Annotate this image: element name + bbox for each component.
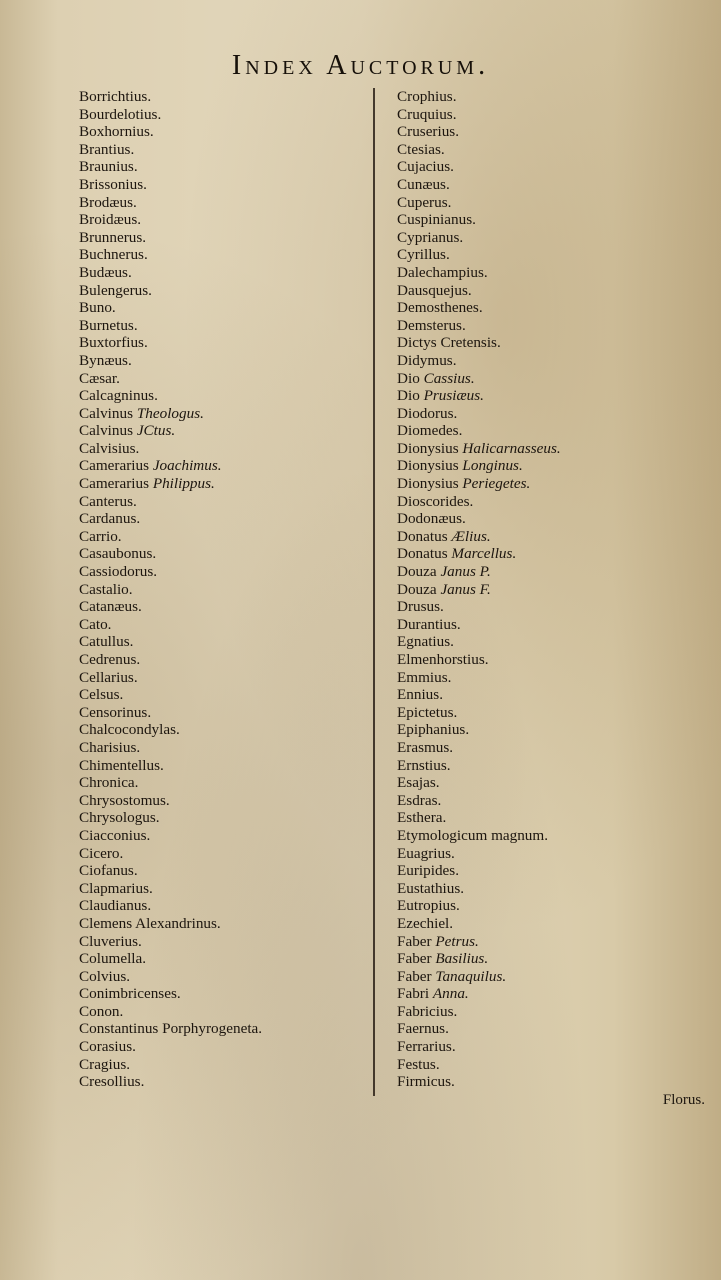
author-name: Burnetus. bbox=[79, 316, 138, 334]
author-name: Budæus. bbox=[79, 263, 132, 281]
index-entry bbox=[397, 563, 707, 581]
index-entry bbox=[79, 616, 369, 634]
author-name: Calvinus bbox=[79, 422, 134, 440]
author-name: Euripides. bbox=[397, 862, 460, 880]
index-entry bbox=[79, 1020, 369, 1038]
author-name: Eutropius. bbox=[397, 897, 460, 915]
index-entry bbox=[79, 352, 369, 370]
author-qualifier: Prusiæus. bbox=[423, 387, 484, 405]
index-entry bbox=[397, 370, 707, 388]
index-entry bbox=[397, 633, 707, 651]
author-qualifier: JCtus. bbox=[136, 422, 176, 440]
index-entry bbox=[397, 88, 707, 106]
author-name: Columella. bbox=[79, 950, 147, 968]
author-name: Calcagninus. bbox=[79, 387, 158, 405]
index-entry bbox=[79, 282, 369, 300]
author-name: Cunæus. bbox=[397, 175, 450, 193]
author-name: Epictetus. bbox=[397, 703, 458, 721]
index-entry bbox=[79, 704, 369, 722]
author-name: Dioscorides. bbox=[397, 492, 474, 510]
index-entry bbox=[397, 862, 707, 880]
author-name: Bourdelotius. bbox=[79, 105, 162, 123]
index-entry bbox=[397, 475, 707, 493]
index-entry bbox=[79, 686, 369, 704]
author-name: Faber bbox=[397, 932, 432, 950]
author-name: Dio bbox=[397, 387, 420, 405]
index-entry bbox=[397, 545, 707, 563]
author-qualifier: Halicarnasseus. bbox=[462, 439, 561, 457]
author-name: Fabri bbox=[397, 985, 430, 1003]
index-entry bbox=[397, 598, 707, 616]
index-entry bbox=[79, 493, 369, 511]
index-entry bbox=[397, 757, 707, 775]
index-entry bbox=[397, 651, 707, 669]
author-name: Esdras. bbox=[397, 791, 442, 809]
index-entry bbox=[397, 405, 707, 423]
index-entry bbox=[79, 651, 369, 669]
index-entry bbox=[397, 493, 707, 511]
author-name: Esajas. bbox=[397, 774, 440, 792]
author-qualifier: Joachimus. bbox=[152, 457, 222, 475]
author-name: Etymologicum magnum. bbox=[397, 826, 549, 844]
index-entry bbox=[79, 1073, 369, 1091]
index-entry bbox=[79, 528, 369, 546]
author-name: Festus. bbox=[397, 1055, 440, 1073]
author-name: Colvius. bbox=[79, 967, 131, 985]
author-name: Dionysius bbox=[397, 457, 459, 475]
index-entry bbox=[79, 721, 369, 739]
index-entry bbox=[79, 1056, 369, 1074]
index-entry bbox=[79, 229, 369, 247]
index-entry bbox=[397, 176, 707, 194]
index-entry bbox=[397, 457, 707, 475]
author-name: Ennius. bbox=[397, 686, 443, 704]
author-name: Dodonæus. bbox=[397, 510, 466, 528]
author-name: Constantinus Porphyrogeneta. bbox=[79, 1020, 263, 1038]
catchword: Florus. bbox=[662, 1092, 705, 1108]
index-entry bbox=[79, 334, 369, 352]
index-entry bbox=[397, 985, 707, 1003]
index-entry bbox=[397, 809, 707, 827]
index-entry bbox=[397, 721, 707, 739]
author-name: Brunnerus. bbox=[79, 228, 147, 246]
author-name: Celsus. bbox=[79, 686, 124, 704]
index-entry bbox=[397, 845, 707, 863]
author-name: Boxhornius. bbox=[79, 123, 154, 141]
author-name: Catullus. bbox=[79, 633, 134, 651]
index-entry bbox=[79, 809, 369, 827]
index-entry bbox=[397, 933, 707, 951]
index-entry bbox=[79, 158, 369, 176]
author-name: Brissonius. bbox=[79, 175, 147, 193]
author-name: Faernus. bbox=[397, 1020, 449, 1038]
author-name: Demosthenes. bbox=[397, 299, 483, 317]
author-name: Elmenhorstius. bbox=[397, 651, 489, 668]
index-entry bbox=[397, 1056, 707, 1074]
author-name: Emmius. bbox=[397, 668, 452, 686]
index-entry bbox=[79, 1003, 369, 1021]
index-entry bbox=[79, 88, 369, 106]
index-entry bbox=[397, 827, 707, 845]
author-name: Didymus. bbox=[397, 351, 457, 369]
index-entry bbox=[397, 387, 707, 405]
index-entry bbox=[79, 757, 369, 775]
index-entry bbox=[79, 633, 369, 651]
index-entry bbox=[79, 510, 369, 528]
author-name: Ernstius. bbox=[397, 756, 451, 774]
author-name: Dionysius bbox=[397, 439, 459, 457]
index-entry bbox=[397, 616, 707, 634]
index-entry bbox=[397, 299, 707, 317]
author-qualifier: Theologus. bbox=[136, 404, 204, 422]
author-name: Borrichtius. bbox=[79, 88, 152, 105]
author-name: Dionysius bbox=[397, 475, 459, 493]
index-column-right bbox=[397, 88, 707, 1091]
author-name: Diomedes. bbox=[397, 422, 463, 440]
index-entry bbox=[397, 141, 707, 159]
index-entry bbox=[79, 264, 369, 282]
author-name: Cassiodorus. bbox=[79, 563, 158, 581]
index-entry bbox=[397, 1038, 707, 1056]
author-name: Donatus bbox=[397, 527, 448, 545]
index-entry bbox=[397, 264, 707, 282]
index-entry bbox=[397, 334, 707, 352]
author-name: Casaubonus. bbox=[79, 545, 157, 563]
author-name: Calvinus bbox=[79, 404, 134, 422]
author-name: Brantius. bbox=[79, 140, 135, 158]
author-name: Cedrenus. bbox=[79, 651, 141, 668]
index-entry bbox=[397, 422, 707, 440]
author-name: Canterus. bbox=[79, 492, 137, 510]
index-entry bbox=[79, 915, 369, 933]
index-entry bbox=[397, 158, 707, 176]
author-name: Dictys Cretensis. bbox=[397, 334, 501, 352]
author-name: Ctesias. bbox=[397, 140, 445, 158]
author-name: Carrio. bbox=[79, 527, 122, 545]
author-name: Faber bbox=[397, 967, 432, 985]
index-entry bbox=[397, 211, 707, 229]
author-name: Braunius. bbox=[79, 158, 138, 176]
index-entry bbox=[397, 123, 707, 141]
author-qualifier: Petrus. bbox=[435, 932, 479, 950]
author-name: Diodorus. bbox=[397, 404, 458, 422]
index-entry bbox=[397, 704, 707, 722]
index-entry bbox=[79, 739, 369, 757]
index-entry bbox=[397, 194, 707, 212]
index-entry bbox=[397, 510, 707, 528]
index-entry bbox=[79, 880, 369, 898]
author-qualifier: Anna. bbox=[432, 985, 469, 1003]
author-qualifier: Basilius. bbox=[435, 950, 489, 968]
author-qualifier: Philippus. bbox=[152, 475, 215, 493]
author-name: Cardanus. bbox=[79, 510, 141, 528]
author-name: Censorinus. bbox=[79, 703, 152, 721]
index-entry bbox=[79, 563, 369, 581]
author-name: Claudianus. bbox=[79, 897, 152, 915]
author-name: Bynæus. bbox=[79, 351, 132, 369]
index-entry bbox=[79, 422, 369, 440]
index-column-left bbox=[79, 88, 369, 1091]
index-entry bbox=[79, 457, 369, 475]
page-title: Index Auctorum. bbox=[231, 50, 490, 81]
index-entry bbox=[79, 792, 369, 810]
index-entry bbox=[79, 845, 369, 863]
index-entry bbox=[397, 317, 707, 335]
author-name: Camerarius bbox=[79, 457, 150, 475]
author-qualifier: Marcellus. bbox=[451, 545, 517, 563]
author-name: Ezechiel. bbox=[397, 914, 454, 932]
index-entry bbox=[397, 282, 707, 300]
index-entry bbox=[397, 581, 707, 599]
index-entry bbox=[79, 862, 369, 880]
index-entry bbox=[397, 352, 707, 370]
index-entry bbox=[79, 141, 369, 159]
author-name: Calvisius. bbox=[79, 439, 140, 457]
author-name: Dausquejus. bbox=[397, 281, 472, 299]
author-name: Drusus. bbox=[397, 598, 444, 616]
index-entry bbox=[79, 669, 369, 687]
author-name: Dio bbox=[397, 369, 420, 387]
author-qualifier: Janus F. bbox=[440, 580, 491, 598]
index-entry bbox=[79, 387, 369, 405]
author-name: Cruserius. bbox=[397, 123, 460, 141]
author-name: Catanæus. bbox=[79, 598, 142, 616]
author-name: Cæsar. bbox=[79, 369, 120, 387]
author-name: Broidæus. bbox=[79, 211, 142, 229]
author-name: Erasmus. bbox=[397, 738, 454, 756]
index-entry bbox=[397, 774, 707, 792]
index-entry bbox=[397, 440, 707, 458]
author-qualifier: Cassius. bbox=[423, 369, 475, 387]
index-entry bbox=[79, 123, 369, 141]
author-name: Firmicus. bbox=[397, 1073, 455, 1091]
author-name: Durantius. bbox=[397, 615, 461, 633]
index-entry bbox=[79, 405, 369, 423]
index-entry bbox=[397, 1020, 707, 1038]
author-name: Epiphanius. bbox=[397, 721, 470, 739]
index-entry bbox=[397, 106, 707, 124]
author-name: Brodæus. bbox=[79, 193, 137, 211]
index-entry bbox=[397, 739, 707, 757]
author-name: Ciofanus. bbox=[79, 862, 138, 880]
author-name: Cruquius. bbox=[397, 105, 457, 123]
index-entry bbox=[79, 968, 369, 986]
index-entry bbox=[79, 176, 369, 194]
index-entry bbox=[79, 211, 369, 229]
author-name: Cuperus. bbox=[397, 193, 452, 211]
index-entry bbox=[79, 545, 369, 563]
author-qualifier: Tanaquilus. bbox=[435, 967, 507, 985]
author-name: Cato. bbox=[79, 615, 112, 633]
index-entry bbox=[79, 950, 369, 968]
index-entry bbox=[79, 897, 369, 915]
author-qualifier: Ælius. bbox=[451, 527, 491, 545]
author-name: Faber bbox=[397, 950, 432, 968]
index-entry bbox=[79, 440, 369, 458]
author-name: Buchnerus. bbox=[79, 246, 148, 264]
index-entry bbox=[397, 792, 707, 810]
author-name: Clemens Alexandrinus. bbox=[79, 914, 221, 932]
author-name: Ciacconius. bbox=[79, 826, 151, 844]
author-name: Euagrius. bbox=[397, 844, 455, 862]
index-entry bbox=[397, 915, 707, 933]
author-name: Conimbricenses. bbox=[79, 985, 181, 1003]
author-qualifier: Periegetes. bbox=[462, 475, 531, 493]
index-entry bbox=[79, 598, 369, 616]
author-name: Esthera. bbox=[397, 809, 447, 827]
index-entry bbox=[397, 950, 707, 968]
index-entry bbox=[397, 229, 707, 247]
index-entry bbox=[79, 370, 369, 388]
index-entry bbox=[79, 246, 369, 264]
index-entry bbox=[397, 1003, 707, 1021]
author-name: Chalcocondylas. bbox=[79, 721, 180, 739]
author-name: Conon. bbox=[79, 1002, 124, 1020]
author-qualifier: Janus P. bbox=[440, 563, 491, 581]
author-name: Clapmarius. bbox=[79, 879, 153, 897]
author-name: Cragius. bbox=[79, 1055, 131, 1073]
author-name: Cyrillus. bbox=[397, 246, 450, 264]
author-name: Castalio. bbox=[79, 580, 133, 598]
index-entry bbox=[79, 1038, 369, 1056]
author-name: Cicero. bbox=[79, 844, 124, 862]
index-entry bbox=[397, 669, 707, 687]
author-name: Corasius. bbox=[79, 1038, 136, 1056]
author-name: Buno. bbox=[79, 299, 116, 317]
index-entry bbox=[79, 933, 369, 951]
index-entry bbox=[397, 246, 707, 264]
author-name: Charisius. bbox=[79, 738, 141, 756]
index-entry bbox=[79, 106, 369, 124]
author-name: Cluverius. bbox=[79, 932, 142, 950]
author-name: Buxtorfius. bbox=[79, 334, 148, 352]
author-name: Douza bbox=[397, 563, 437, 581]
index-entry bbox=[397, 528, 707, 546]
author-name: Chrysostomus. bbox=[79, 791, 170, 809]
author-name: Eustathius. bbox=[397, 879, 465, 897]
author-name: Chimentellus. bbox=[79, 756, 164, 774]
author-name: Chrysologus. bbox=[79, 809, 160, 827]
index-entry bbox=[79, 194, 369, 212]
author-name: Camerarius bbox=[79, 475, 150, 493]
index-entry bbox=[79, 985, 369, 1003]
index-entry bbox=[79, 299, 369, 317]
index-entry bbox=[79, 581, 369, 599]
author-name: Dalechampius. bbox=[397, 263, 488, 281]
author-name: Douza bbox=[397, 580, 437, 598]
index-entry bbox=[397, 897, 707, 915]
author-name: Egnatius. bbox=[397, 633, 454, 651]
author-name: Cellarius. bbox=[79, 668, 138, 686]
index-entry bbox=[79, 475, 369, 493]
author-name: Chronica. bbox=[79, 774, 139, 792]
index-entry bbox=[79, 317, 369, 335]
author-name: Cuspinianus. bbox=[397, 211, 476, 229]
author-qualifier: Longinus. bbox=[462, 457, 523, 475]
author-name: Ferrarius. bbox=[397, 1038, 456, 1056]
index-entry bbox=[397, 1073, 707, 1091]
index-entry bbox=[397, 880, 707, 898]
author-name: Cyprianus. bbox=[397, 228, 464, 246]
author-name: Cresollius. bbox=[79, 1073, 145, 1091]
author-name: Fabricius. bbox=[397, 1002, 458, 1020]
column-divider bbox=[373, 88, 375, 1096]
author-name: Bulengerus. bbox=[79, 281, 152, 299]
index-entry bbox=[79, 827, 369, 845]
author-name: Cujacius. bbox=[397, 158, 454, 176]
index-entry bbox=[79, 774, 369, 792]
author-name: Crophius. bbox=[397, 88, 457, 105]
author-name: Demsterus. bbox=[397, 316, 466, 334]
index-entry bbox=[397, 968, 707, 986]
author-name: Donatus bbox=[397, 545, 448, 563]
index-entry bbox=[397, 686, 707, 704]
